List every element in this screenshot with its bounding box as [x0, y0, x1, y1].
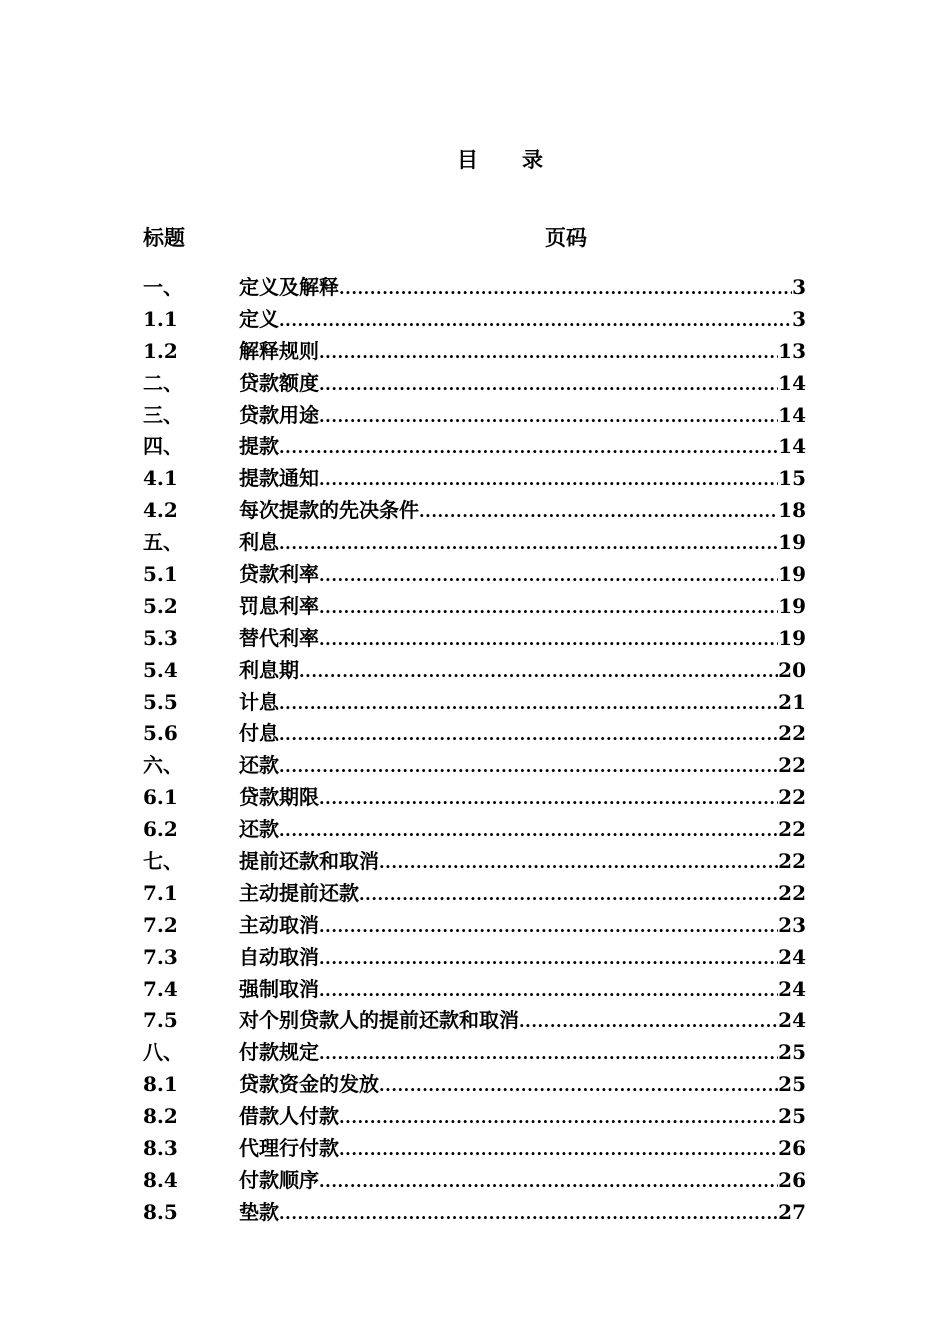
toc-entry-page: 20: [778, 657, 806, 682]
toc-entry-page: 14: [778, 402, 806, 427]
toc-dot-leader: [279, 719, 778, 751]
title-char-2: 录: [522, 147, 543, 172]
toc-entry-line: [239, 272, 806, 305]
page-title: [0, 144, 950, 174]
toc-entry-line: [239, 527, 806, 560]
toc-entry-page: 27: [778, 1199, 806, 1224]
toc-entry-line: [239, 463, 806, 496]
toc-dot-leader: [319, 1038, 778, 1070]
toc-entry[interactable]: [143, 1037, 806, 1069]
toc-entry[interactable]: [143, 463, 806, 495]
toc-entry-line: [239, 1037, 806, 1070]
toc-entry-page: 22: [778, 880, 806, 905]
toc-entry-page: 14: [778, 370, 806, 395]
toc-dot-leader: [319, 401, 778, 433]
toc-entry-label: 对个别贷款人的提前还款和取消: [239, 1008, 519, 1033]
toc-entry-label: 主动提前还款: [239, 880, 359, 905]
toc-entry-line: [239, 1069, 806, 1102]
toc-entry-line: [239, 878, 806, 911]
toc-entry-number: 6.2: [143, 817, 178, 842]
toc-entry-label: 代理行付款: [239, 1136, 339, 1161]
toc-entry-number: 7.5: [143, 1008, 178, 1033]
toc-entry[interactable]: [143, 527, 806, 559]
toc-entry-page: 15: [778, 466, 806, 491]
toc-entry[interactable]: [143, 495, 806, 527]
toc-entry-number: 5.2: [143, 593, 178, 618]
toc-entry-line: [239, 750, 806, 783]
toc-entry-line: [239, 400, 806, 433]
toc-entry-number: 1.2: [143, 338, 178, 363]
toc-dot-leader: [279, 688, 778, 720]
toc-entry[interactable]: [143, 336, 806, 368]
toc-entry-label: 计息: [239, 689, 279, 714]
toc-entry-line: [239, 846, 806, 879]
toc-entry-label: 利息: [239, 530, 279, 555]
column-header-page: 页码: [545, 225, 587, 250]
toc-entry-line: [239, 1005, 806, 1038]
toc-entry-number: 4.1: [143, 466, 178, 491]
toc-entry-line: [239, 1197, 806, 1230]
column-header-title: 标题: [143, 225, 185, 250]
toc-dot-leader: [319, 975, 778, 1007]
toc-entry-page: 22: [778, 753, 806, 778]
toc-entry-label: 利息期: [239, 657, 299, 682]
toc-entry-page: 23: [778, 912, 806, 937]
toc-entry[interactable]: [143, 1069, 806, 1101]
toc-entry-number: 8.2: [143, 1104, 178, 1129]
toc-entry-page: 3: [792, 306, 806, 331]
toc-entry[interactable]: [143, 623, 806, 655]
toc-entry[interactable]: [143, 687, 806, 719]
toc-entry[interactable]: [143, 1197, 806, 1229]
toc-entry[interactable]: [143, 942, 806, 974]
toc-dot-leader: [279, 432, 778, 464]
toc-entry-label: 定义及解释: [239, 275, 339, 299]
toc-entry-page: 24: [778, 976, 806, 1001]
toc-dot-leader: [279, 528, 778, 560]
toc-entry-label: 贷款期限: [239, 785, 319, 810]
toc-entry-page: 18: [778, 498, 806, 523]
toc-entry-number: 一、: [143, 275, 183, 299]
toc-dot-leader: [279, 751, 778, 783]
toc-entry[interactable]: [143, 910, 806, 942]
toc-entry[interactable]: [143, 368, 806, 400]
toc-entry-label: 每次提款的先决条件: [239, 498, 419, 523]
toc-entry[interactable]: [143, 272, 806, 304]
toc-entry-line: [239, 368, 806, 401]
title-char-1: 目: [457, 147, 478, 172]
toc-entry-number: 5.4: [143, 657, 178, 682]
toc-dot-leader: [279, 1198, 778, 1230]
toc-dot-leader: [339, 1134, 778, 1166]
toc-entry-number: 四、: [143, 434, 183, 459]
toc-entry-label: 解释规则: [239, 338, 319, 363]
toc-entry-label: 借款人付款: [239, 1104, 339, 1129]
toc-entry-line: [239, 655, 806, 688]
toc-entry-page: 19: [778, 562, 806, 587]
toc-dot-leader: [379, 847, 778, 879]
toc-entry-number: 1.1: [143, 306, 178, 331]
toc-entry-page: 24: [778, 944, 806, 969]
toc-entry-label: 主动取消: [239, 912, 319, 937]
toc-dot-leader: [319, 943, 778, 975]
toc-entry-page: 25: [778, 1072, 806, 1097]
toc-entry-label: 提款通知: [239, 466, 319, 491]
toc-dot-leader: [379, 1070, 778, 1102]
toc-dot-leader: [319, 911, 778, 943]
toc-entry-number: 六、: [143, 753, 183, 778]
toc-entry-number: 三、: [143, 402, 183, 427]
toc-entry[interactable]: [143, 846, 806, 878]
toc-entry-line: [239, 1165, 806, 1198]
toc-entry-line: [239, 782, 806, 815]
toc-entry-label: 垫款: [239, 1199, 279, 1224]
toc-entry-page: 25: [778, 1104, 806, 1129]
toc-entry-line: [239, 687, 806, 720]
toc-dot-leader: [279, 305, 792, 337]
toc-entry[interactable]: [143, 400, 806, 432]
toc-entry-label: 替代利率: [239, 625, 319, 650]
toc-entry-number: 4.2: [143, 498, 178, 523]
toc-dot-leader: [339, 1102, 778, 1134]
toc-entry-label: 罚息利率: [239, 593, 319, 618]
toc-entry-label: 定义: [239, 306, 279, 331]
toc-entry-label: 强制取消: [239, 976, 319, 1001]
toc-entry-line: [239, 1133, 806, 1166]
toc-entry-number: 5.5: [143, 689, 178, 714]
toc-entry-number: 5.6: [143, 721, 178, 746]
toc-entry-line: [239, 559, 806, 592]
toc-entry[interactable]: [143, 559, 806, 591]
toc-entry-label: 自动取消: [239, 944, 319, 969]
toc-entry-label: 付息: [239, 721, 279, 746]
toc-entry-label: 还款: [239, 753, 279, 778]
toc-entry-number: 5.1: [143, 562, 178, 587]
toc-entry-line: [239, 910, 806, 943]
toc-entry-number: 8.1: [143, 1072, 178, 1097]
toc-entry-label: 提前还款和取消: [239, 849, 379, 874]
toc-dot-leader: [319, 592, 778, 624]
toc-dot-leader: [419, 496, 778, 528]
toc-entry[interactable]: [143, 304, 806, 336]
toc-entry-page: 22: [778, 785, 806, 810]
toc-entry-page: 19: [778, 530, 806, 555]
toc-entry-page: 24: [778, 1008, 806, 1033]
toc-entry[interactable]: [143, 1165, 806, 1197]
toc-dot-leader: [519, 1006, 778, 1038]
toc-entry[interactable]: [143, 591, 806, 623]
toc-dot-leader: [319, 464, 778, 496]
toc-entry-label: 贷款资金的发放: [239, 1072, 379, 1097]
toc-entry-line: [239, 814, 806, 847]
toc-entry[interactable]: [143, 431, 806, 463]
toc-entry-page: 22: [778, 721, 806, 746]
toc-dot-leader: [279, 815, 778, 847]
toc-entry[interactable]: [143, 655, 806, 687]
toc-entry-line: [239, 431, 806, 464]
toc-entry-number: 7.1: [143, 880, 178, 905]
toc-entry-page: 25: [778, 1040, 806, 1065]
toc-entry[interactable]: [143, 1005, 806, 1037]
table-of-contents: [143, 272, 806, 1229]
toc-entry-number: 5.3: [143, 625, 178, 650]
toc-entry-number: 6.1: [143, 785, 178, 810]
toc-entry-label: 提款: [239, 434, 279, 459]
toc-entry[interactable]: [143, 878, 806, 910]
toc-entry[interactable]: [143, 782, 806, 814]
toc-entry[interactable]: [143, 750, 806, 782]
toc-entry-label: 付款规定: [239, 1040, 319, 1065]
toc-entry[interactable]: [143, 974, 806, 1006]
toc-entry[interactable]: [143, 718, 806, 750]
toc-entry-number: 7.3: [143, 944, 178, 969]
toc-dot-leader: [319, 783, 778, 815]
toc-entry-label: 贷款额度: [239, 370, 319, 395]
toc-entry-line: [239, 718, 806, 751]
toc-entry-page: 21: [778, 689, 806, 714]
toc-entry-page: 22: [778, 849, 806, 874]
toc-entry[interactable]: [143, 814, 806, 846]
toc-entry-number: 8.4: [143, 1167, 178, 1192]
toc-entry-label: 付款顺序: [239, 1167, 319, 1192]
toc-entry-number: 七、: [143, 849, 183, 874]
toc-entry-line: [239, 591, 806, 624]
toc-column-headers: [143, 222, 806, 248]
toc-entry-number: 7.2: [143, 912, 178, 937]
toc-entry[interactable]: [143, 1101, 806, 1133]
toc-entry-number: 八、: [143, 1040, 183, 1065]
toc-entry-label: 还款: [239, 817, 279, 842]
toc-dot-leader: [319, 624, 778, 656]
toc-entry-number: 二、: [143, 370, 183, 395]
toc-entry-line: [239, 336, 806, 369]
toc-dot-leader: [359, 879, 778, 911]
toc-entry-label: 贷款用途: [239, 402, 319, 427]
toc-entry-page: 26: [778, 1167, 806, 1192]
toc-entry-number: 8.5: [143, 1199, 178, 1224]
toc-entry-line: [239, 974, 806, 1007]
toc-entry-page: 14: [778, 434, 806, 459]
toc-dot-leader: [319, 1166, 778, 1198]
toc-entry-number: 8.3: [143, 1136, 178, 1161]
toc-entry-line: [239, 623, 806, 656]
toc-entry-label: 贷款利率: [239, 562, 319, 587]
toc-entry-page: 19: [778, 625, 806, 650]
toc-entry-page: 22: [778, 817, 806, 842]
toc-dot-leader: [339, 273, 792, 305]
toc-entry-number: 7.4: [143, 976, 178, 1001]
toc-entry[interactable]: [143, 1133, 806, 1165]
toc-entry-page: 3: [792, 275, 806, 299]
toc-entry-line: [239, 304, 806, 337]
toc-dot-leader: [299, 656, 778, 688]
toc-dot-leader: [319, 337, 778, 369]
toc-dot-leader: [319, 560, 778, 592]
toc-entry-page: 19: [778, 593, 806, 618]
toc-entry-number: 五、: [143, 530, 183, 555]
toc-entry-page: 13: [778, 338, 806, 363]
toc-entry-page: 26: [778, 1136, 806, 1161]
toc-entry-line: [239, 1101, 806, 1134]
toc-entry-line: [239, 942, 806, 975]
toc-dot-leader: [319, 369, 778, 401]
toc-entry-line: [239, 495, 806, 528]
